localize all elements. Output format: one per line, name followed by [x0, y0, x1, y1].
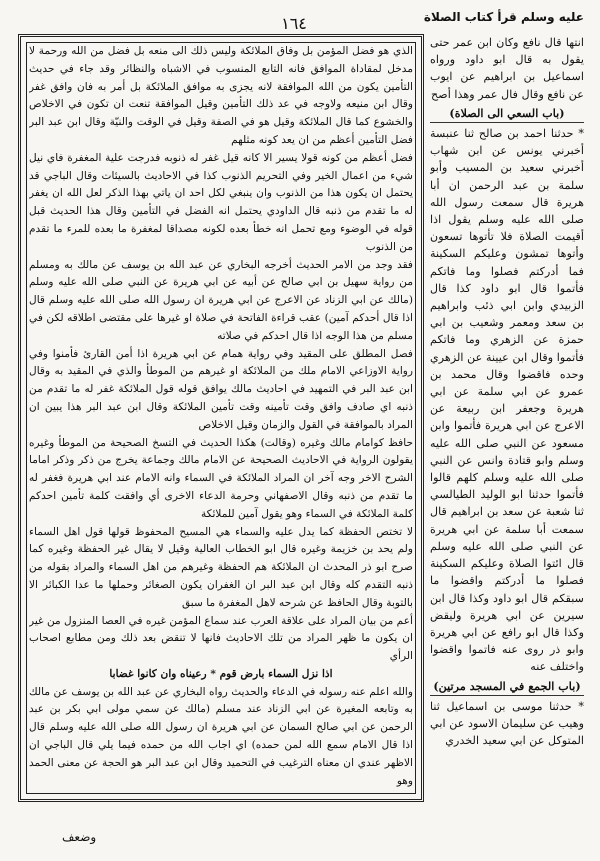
- commentary-paragraph: فقد وجد من الامر الحديث أخرجه البخاري عن عبد الله بن يوسف عن مالك به ومسلم من رواية سهيل بن ابي صالح عن أبيه عن ابي هريرة عن النبي صلى الله عليه وسلم (مالك عن ابي الزناد عن الاعرج عن ابي هريرة ان رسول الله صلى الله عليه وسلم قال اذا قال أحدكم آمين) عقب قراءة الفاتحة في صلاة او غيرها على مقتضى اطلاقه لكن في مسلم من هذا الوجه اذا قال احدكم في صلاته: [29, 258, 413, 342]
- commentary-text: [29, 43, 413, 793]
- commentary-paragraph: [29, 790, 413, 793]
- commentary-paragraph: لا تختص الحفظة كما يدل عليه والسماء هي المسيح المحفوظ قولها قول اهل السماء ولم يحد بن خزيمة وغيره قال ابو الخطاب العالية وقيل لا يقال غير الحفظة وغيره كما صرح ابو ذر المحدث ان الملائكة هم الحفظة وغيرهم من اهل السماء والمراد بقوله من ذنبه التقدم كله وقال ابن عبد البر ان الغفران يكون الصغائر وحملها ما عدا الكبائر الا بالتوبة وقال الحافظ عن شرحه لاهل المغفرة ما سبق: [29, 525, 413, 609]
- commentary-paragraph: الذي هو فضل المؤمن بل وفاق الملائكة وليس ذلك الى منعه بل فضل من الله ورحمة لا مدخل لمقاداة الموافق فانه التابع المنسوب في الاشباه والنظائر وقد جاء في حديث التأمين يكون من الله الموافقة لانه يجزى به موافق الملائكة بل أمر به فان وافق غفر وقال ابن منيعه ولاوجه في عد ذلك التأمين وقيل الموافقة تنعت ان تكون في الاخلاص والخشوع كما قال الملائكة وقيل هو في الصفة وقيل في الوقت والنيّة وقال ابن عبد البر فضل التأمين أعظم من ان يعد كونه مثلهم: [29, 45, 413, 146]
- commentary-paragraph: فصل المطلق على المقيد وفي رواية همام عن ابي هريرة اذا أمن القارئ فأمنوا وفي رواية الاوزاعي الامام ملك من الملائكة او غيرهم من الموطأ والذي في المقيد به وقال ابن عبد البر في التمهيد في احاديث مالك يوافق قوله قول الملائكة غفر له ما تقدم من ذنبه اي صادف وافق وقت تأمينه وقت تأمين الملائكة وقال ابن عبد البر هذا يبين ان المراد بالموافقة في القول والزمان وقيل الاخلاص: [29, 347, 413, 431]
- matn-column: [430, 34, 584, 854]
- catchword: وضعف: [62, 830, 97, 844]
- matn-paragraph: * حدثنا احمد بن صالح ثنا عنبسة أخبرني يونس عن ابن شهاب أخبرني سعيد بن المسيب وأبو سلمة بن عبد الرحمن ان أبا هريرة قال سمعت رسول الله صلى الله عليه وسلم يقول اذا أقيمت الصلاة فلا تأتوها تسعون وأتوها تمشون وعليكم السكينة فما أدركتم فصلوا وما فاتكم فأتموا قال ابو داود كذا قال الزبيدي وابن ابي ذئب وابراهيم بن سعد ومعمر وشعيب بن ابي حمزة عن الزهري وما فاتكم فأتموا وقال ابن عيينة عن الزهري وحده فاقضوا وقال محمد بن عمرو عن ابي سلمة عن ابي هريرة وجعفر ابن ربيعة عن الاعرج عن ابي هريرة فأتموا وابن مسعود عن النبي صلى الله عليه وسلم وابو قتادة وانس عن النبي صلى الله عليه وسلم كلهم قالوا فأتموا حدثنا ابو الوليد الطيالسي ثنا شعبة عن سعد بن ابراهيم قال سمعت أبا سلمة عن ابي هريرة عن النبي صلى الله عليه وسلم قال ائتوا الصلاة وعليكم السكينة فصلوا ما أدركتم واقضوا ما سبقكم قال ابو داود وكذا قال ابن سيرين عن ابي هريرة وليقض وكذا قال ابو رافع عن ابي هريرة وابو ذر روى عنه فاتموا واقضوا واختلف عنه: [430, 127, 584, 674]
- commentary-paragraph: أعم من بيان المراد على علاقة العرب عند سماع المؤمن غيره في العصا المنزول من غير ان يكون ما ظهر المراد من تلك الاحاديث فانها لا تنقض بعد ذلك ومن مطابع اصحاب الرأي: [29, 614, 413, 663]
- commentary-paragraph: فضل أعظم من كونه قولا يسير الا كانه قيل غفر له ذنوبه فدرجت علية المغفرة فاي نيل شيء من اعمال الخير وفي التحريم الذنوب كذا في الاحاديث بالسيئات وقال الباجي قد يحتمل ان يكون هذا من الذنوب وان ينبغي لكل احد ان ياتي بهذا الذكر لعل الله ان يغفر له ما تقدم من ذنبه قال الداودي يحتمل انه الفضل في التأمين وقال هذا الحديث قبل قوله في الوضوء ومع تحمل انه خطأ بعده لكونه مصداقا لمغفرة ما بعده للمرء ما تقدم من الذنوب: [29, 151, 413, 253]
- chapter-heading: (باب الجمع في المسجد مرتين): [430, 678, 584, 696]
- matn-paragraph: * حدثنا موسى بن اسماعيل ثنا وهيب عن سليمان الاسود عن ابي المتوكل عن ابي سعيد الخدري: [430, 699, 584, 748]
- poetry-verse: اذا نزل السماء بارض قوم * رعيناه وان كانوا غضابا: [109, 667, 333, 680]
- commentary-paragraph: والله اعلم عنه رسوله في الدعاء والحديث رواه البخاري عن عبد الله بن يوسف عن مالك به وتابعه المغيرة عن ابي الزناد عند مسلم (مالك عن سمي مولى ابي بكر بن عبد الرحمن عن ابي صالح السمان عن ابي هريرة ان رسول الله صلى الله عليه وسلم قال اذا قال الامام سمع الله لمن حمده) اي اجاب الله من حمده فيما يلي قال الباجي ان الاظهر عندي ان معناه الترغيب في التحميد وقال ابن عبد البر هو الحجة عن معنى الحمد وهو: [29, 685, 413, 787]
- chapter-heading: (باب السعي الى الصلاة): [430, 105, 584, 123]
- running-title: عليه وسلم قرأ كتاب الصلاة: [423, 10, 584, 24]
- page-number: ١٦٤: [281, 14, 307, 33]
- commentary-frame: [18, 34, 424, 802]
- matn-paragraph: انتها قال نافع وكان ابن عمر حتى يقول به قال ابو داود ورواه اسماعيل بن ابراهيم عن ايوب عن نافع وقال فال عمر وهذا أصح: [430, 36, 584, 101]
- commentary-paragraph: حافظ كوامام مالك وغيره (وقالت) هكذا الحديث في التسخ الصحيحة من الموطأ وغيره يقولون الرواية في الاحاديث الصحيحة عن الامام مالك وجماعة يخرج من ذكر وذكر اماما الشرح الاخر وجه آخر ان المراد الملائكة في السماء وانه الامام عند ابي هريرة فغفر له ما تقدم من ذنبه وقال الاصفهاني وحرمة الدعاء الاخرى أي وافقت كلمة تأمين احدكم كلمة الملائكة في السماء وهو يقول آمين للملائكة: [29, 436, 413, 520]
